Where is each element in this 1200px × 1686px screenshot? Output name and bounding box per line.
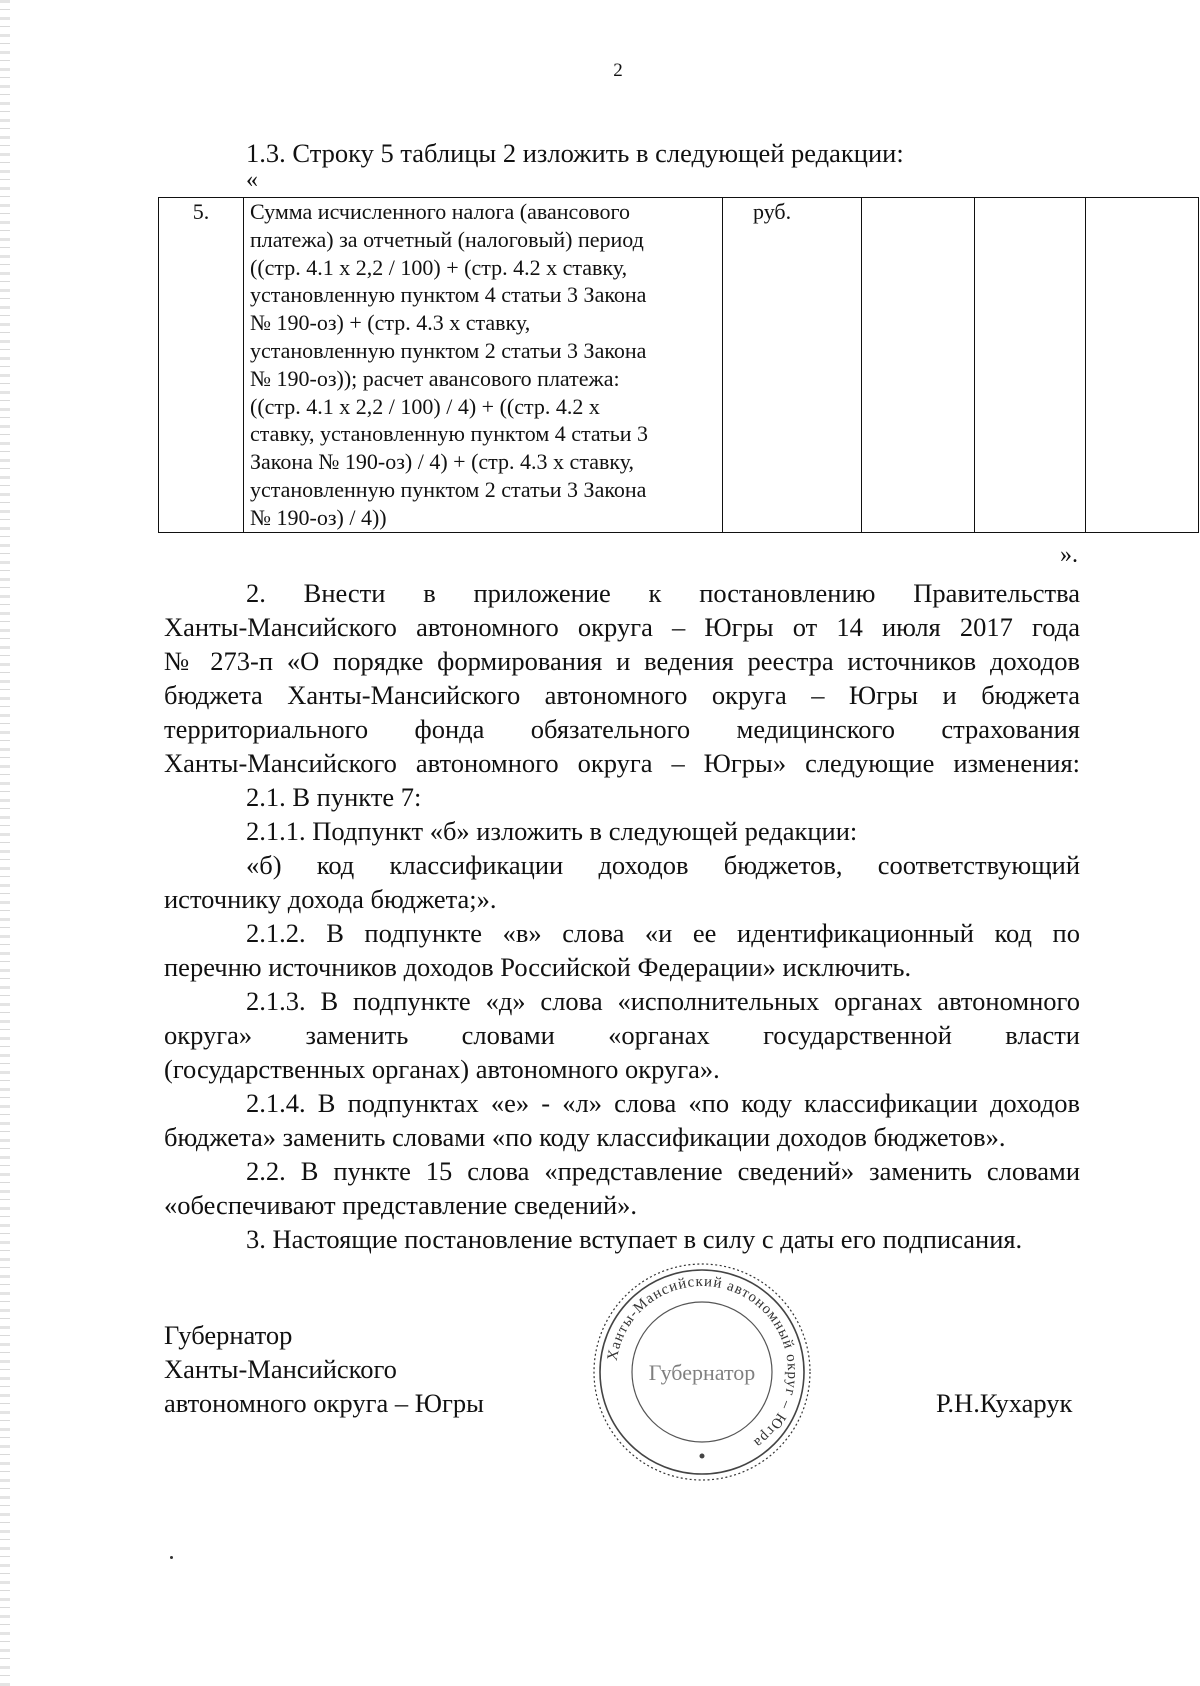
table-row (159, 198, 1199, 533)
paragraph-2-1-2-line: перечню источников доходов Российской Федерации» исключить. (164, 952, 912, 982)
seal-dot (700, 1454, 705, 1459)
row-number: 5. (159, 198, 244, 533)
table-row-5 (158, 197, 1199, 533)
row-text-line: № 190-оз)); расчет авансового платежа: (250, 365, 620, 391)
scan-speck (170, 1556, 173, 1559)
paragraph-2-1-4-line: 2.1.4. В подпунктах «е» - «л» слова «по коду классификации доходов (246, 1088, 1080, 1118)
row-unit: руб. (723, 198, 862, 533)
section-2-line: 2. Внести в приложение к постановлению Правительства (246, 578, 1080, 608)
row-text-line: ((стр. 4.1 х 2,2 / 100) + (стр. 4.2 х ставку, (250, 254, 628, 280)
paragraph-2-2-line: «обеспечивают представление сведений». (164, 1190, 638, 1220)
signatory-name: Р.Н.Кухарук (936, 1388, 1073, 1418)
section-2-line: № 273-п «О порядке формирования и ведения реестра источников доходов (164, 646, 1080, 676)
paragraph-2-1: 2.1. В пункте 7: (246, 782, 422, 812)
row-description (244, 198, 723, 533)
row-text-line: № 190-оз) / 4)) (250, 504, 387, 530)
paragraph-2-1-1: 2.1.1. Подпункт «б» изложить в следующей редакции: (246, 816, 858, 846)
row-text-line: платежа) за отчетный (налоговый) период (250, 226, 644, 252)
signature-position-line: автономного округа – Югры (164, 1388, 484, 1418)
paragraph-2-1-3-line: (государственных органах) автономного округа». (164, 1054, 720, 1084)
quote-close: ». (1060, 542, 1078, 568)
row-text-line: установленную пунктом 2 статьи 3 Закона (250, 337, 647, 363)
paragraph-2-1-1-b-line: источнику дохода бюджета;». (164, 884, 497, 914)
row-text-line: Сумма исчисленного налога (авансового (250, 199, 630, 224)
paragraph-2-1-1-b-line: «б) код классификации доходов бюджетов, соответствующий (246, 850, 1080, 880)
page-number: 2 (613, 60, 623, 81)
signature-position-line: Ханты-Мансийского (164, 1354, 397, 1384)
row-text-line: ставку, установленную пунктом 4 статьи 3 (250, 421, 649, 447)
paragraph-2-1-4-line: бюджета» заменить словами «по коду классификации доходов бюджетов». (164, 1122, 1006, 1152)
section-2-line: бюджета Ханты-Мансийского автономного округа – Югры и бюджета (164, 680, 1080, 710)
section-2-line: Ханты-Мансийского автономного округа – Югры от 14 июля 2017 года (164, 612, 1080, 642)
section-3: 3. Настоящие постановление вступает в силу с даты его подписания. (246, 1224, 1023, 1254)
paragraph-2-2-line: 2.2. В пункте 15 слова «представление сведений» заменить словами (246, 1156, 1080, 1186)
row-text-line: ((стр. 4.1 х 2,2 / 100) / 4) + ((стр. 4.2 х (250, 393, 600, 419)
row-text-line: № 190-оз) + (стр. 4.3 х ставку, (250, 310, 531, 336)
seal-ring-text: Ханты-Мансийский автономный округ – Югра (604, 1273, 801, 1452)
row-text-line: Закона № 190-оз) / 4) + (стр. 4.3 х ставку, (250, 449, 635, 475)
row-text-line: установленную пунктом 2 статьи 3 Закона (250, 476, 647, 502)
seal-center-text: Губернатор (648, 1360, 756, 1385)
paragraph-2-1-2-line: 2.1.2. В подпункте «в» слова «и ее идентификационный код по (246, 918, 1080, 948)
paragraph-2-1-3-line: округа» заменить словами «органах государственной власти (164, 1020, 1080, 1050)
row-empty-cell (862, 198, 975, 533)
row-empty-cell (975, 198, 1086, 533)
section-1-3-intro: 1.3. Строку 5 таблицы 2 изложить в следующей редакции: (246, 138, 904, 168)
signature-position (164, 1318, 484, 1420)
quote-open: « (246, 167, 258, 193)
section-2-line: территориального фонда обязательного медицинского страхования (164, 714, 1080, 744)
signature-position-line: Губернатор (164, 1320, 293, 1350)
paragraph-2-1-3-line: 2.1.3. В подпункте «д» слова «исполнительных органах автономного (246, 986, 1080, 1016)
official-seal (590, 1260, 814, 1484)
row-text-line: установленную пунктом 4 статьи 3 Закона (250, 282, 647, 308)
scan-left-edge (0, 0, 10, 1686)
row-empty-cell (1086, 198, 1199, 533)
section-2-line: Ханты-Мансийского автономного округа – Югры» следующие изменения: (164, 748, 1080, 778)
